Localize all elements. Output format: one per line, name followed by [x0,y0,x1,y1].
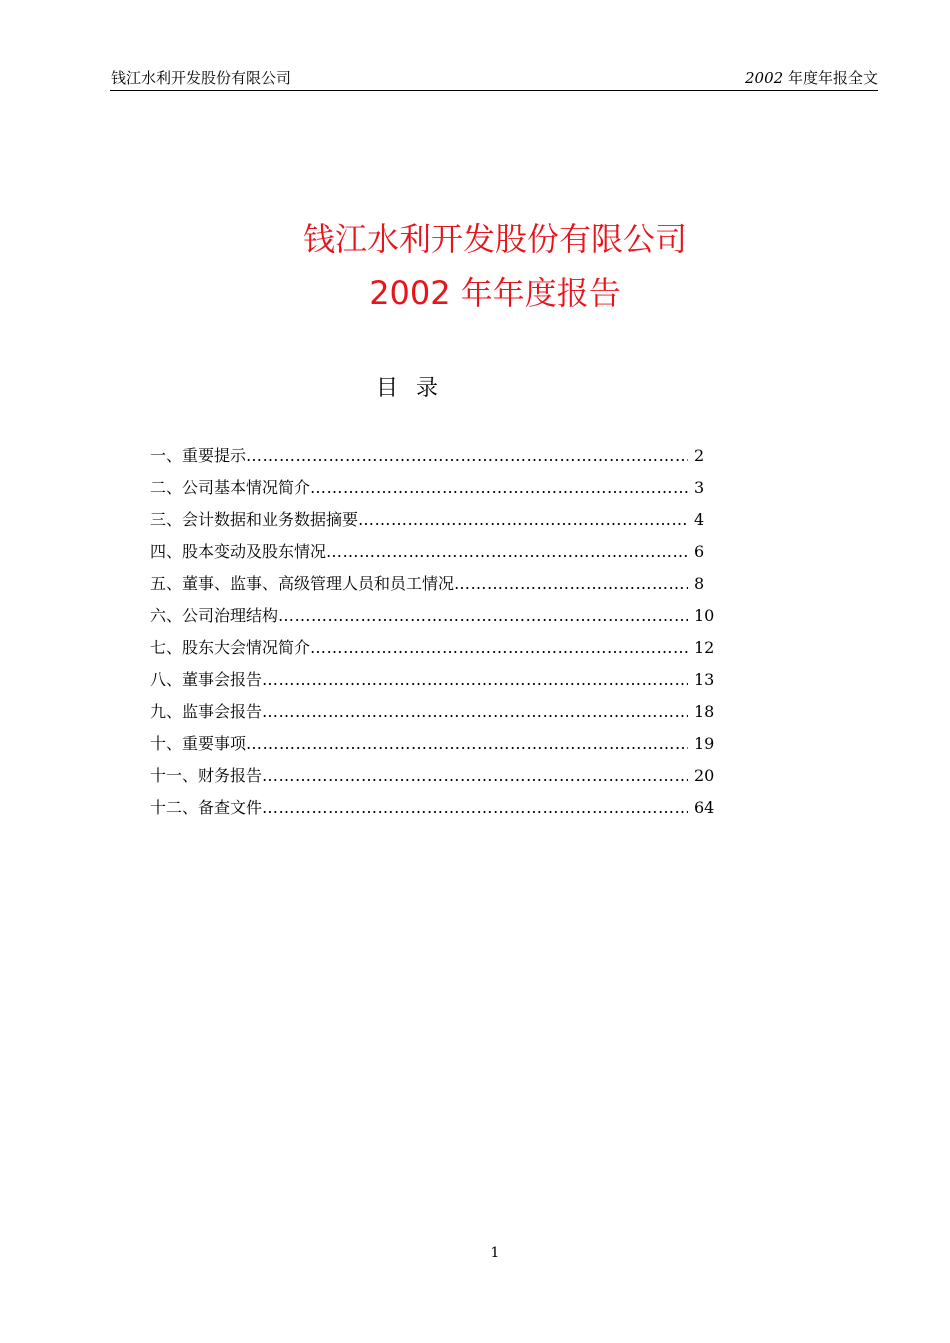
toc-leader [262,763,688,789]
toc-leader [246,443,688,469]
toc-item-title: 十一、财务报告 [150,766,263,785]
page-number: 1 [490,1245,500,1261]
toc-item-page: 4 [694,510,705,529]
toc-item-page: 19 [694,734,715,753]
toc-item-page: 10 [694,606,715,625]
toc-leader [278,603,688,629]
toc-item-title: 六、公司治理结构 [150,606,279,625]
toc-item-title: 二、公司基本情况简介 [150,478,311,497]
toc-item[interactable] [150,603,720,635]
toc-item[interactable] [150,571,720,603]
toc-item[interactable] [150,475,720,507]
toc-item-title: 九、监事会报告 [150,702,263,721]
toc-item[interactable] [150,763,720,795]
toc-leader [454,571,688,597]
toc-leader [358,507,688,533]
toc-leader [326,539,688,565]
toc-item-page: 6 [694,542,705,561]
page-header-report [745,68,878,88]
toc-leader [262,795,688,821]
toc-item-title: 七、股东大会情况简介 [150,638,311,657]
header-report-label: 年度年报全文 [787,69,878,87]
toc-item[interactable] [150,539,720,571]
toc-item[interactable] [150,507,720,539]
report-title-year: 2002 年年度报告 [369,274,621,312]
toc-item-page: 2 [694,446,705,465]
toc-item[interactable] [150,443,720,475]
toc-item-page: 20 [694,766,715,785]
toc-item-title: 十二、备查文件 [150,798,263,817]
toc-item-page: 3 [694,478,705,497]
toc-item-title: 八、董事会报告 [150,670,263,689]
toc-list [150,443,720,827]
toc-item[interactable] [150,635,720,667]
toc-item-title: 四、股本变动及股东情况 [150,542,327,561]
toc-item-page: 13 [694,670,715,689]
page-header-company: 钱江水利开发股份有限公司 [111,69,292,87]
toc-item-page: 18 [694,702,715,721]
report-title-company: 钱江水利开发股份有限公司 [302,220,687,258]
toc-item-page: 8 [694,574,705,593]
toc-heading: 目录 [376,376,457,401]
toc-item-title: 一、重要提示 [150,446,247,465]
toc-leader [310,635,688,661]
toc-item-page: 64 [694,798,715,817]
toc-item-title: 三、会计数据和业务数据摘要 [150,510,359,529]
toc-item-title: 五、董事、监事、高级管理人员和员工情况 [150,574,455,593]
toc-leader [310,475,688,501]
toc-item-title: 十、重要事项 [150,734,247,753]
title-block [0,212,950,320]
toc-leader [262,699,688,725]
toc-leader [246,731,688,757]
header-report-year: 2002 [745,69,784,87]
toc-item[interactable] [150,699,720,731]
toc-leader [262,667,688,693]
toc-item[interactable] [150,667,720,699]
header-rule [110,90,878,91]
toc-item[interactable] [150,795,720,827]
toc-item[interactable] [150,731,720,763]
toc-item-page: 12 [694,638,715,657]
